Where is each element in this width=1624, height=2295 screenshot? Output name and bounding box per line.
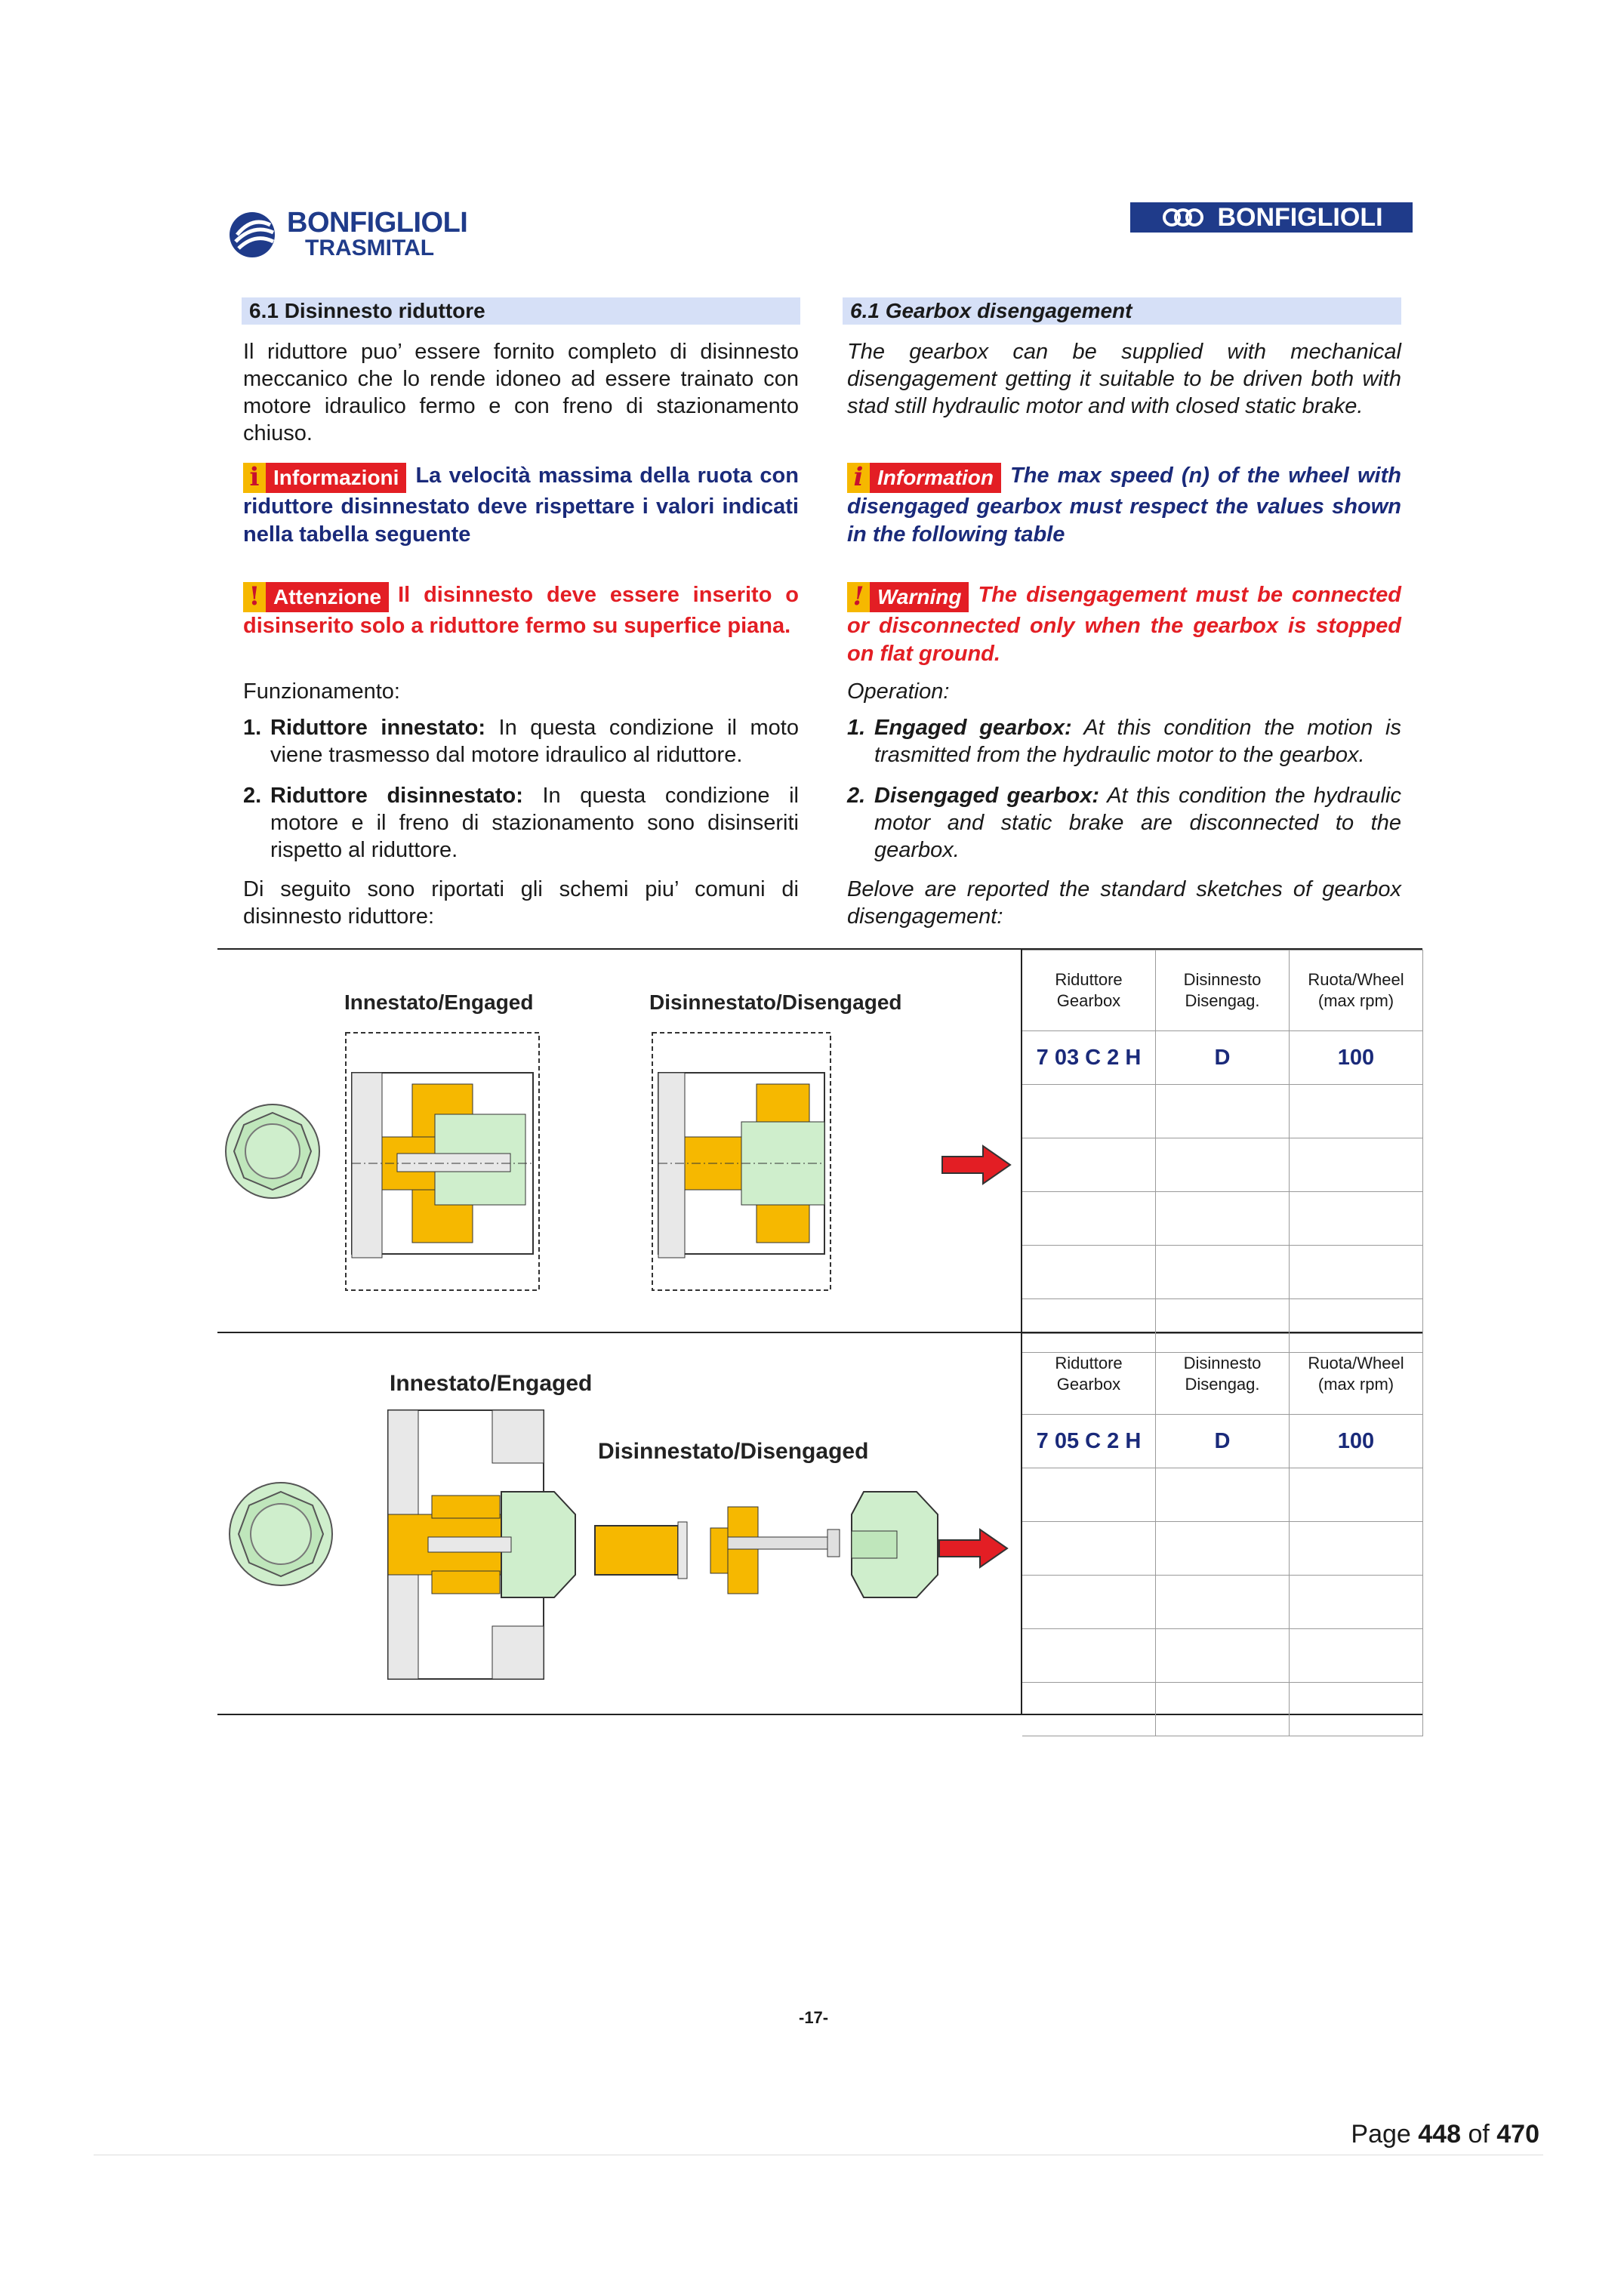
- english-closing: Belove are reported the standard sketches of gearbox disengagement:: [847, 877, 1401, 929]
- cell-gearbox: 7 05 C 2 H: [1022, 1415, 1156, 1468]
- logo-text-bonfiglioli: BONFIGLIOLI: [287, 207, 468, 239]
- table-header-row: [1022, 950, 1423, 1031]
- info-badge: i Information: [847, 463, 1001, 493]
- figure1-engaged-caption: Innestato/Engaged: [344, 990, 534, 1014]
- header-max-rpm: Ruota/Wheel (max rpm): [1290, 1334, 1423, 1415]
- cell-disengag: D: [1156, 1415, 1290, 1468]
- page-total: 470: [1496, 2120, 1539, 2149]
- section-heading-english: 6.1 Gearbox disengagement: [843, 297, 1401, 325]
- english-list-item-2: 2. Disengaged gearbox: At this condition the hydraulic motor and static brake are disconnected to the gearbox.: [847, 784, 1401, 862]
- italian-list-item-2: 2. Riduttore disinnestato: In questa condizione il motore e il freno di stazionamento sono disinseriti rispetto al riduttore.: [243, 784, 799, 862]
- cell-gearbox: 7 03 C 2 H: [1022, 1031, 1156, 1085]
- header-disengag: Disinnesto Disengag.: [1156, 950, 1290, 1031]
- english-info-note: [847, 462, 1401, 549]
- table-row-empty: [1022, 1683, 1423, 1736]
- bonfiglioli-rings-icon: [1160, 207, 1206, 228]
- info-badge: i Informazioni: [243, 463, 406, 493]
- italian-warning-note: [243, 581, 799, 640]
- italian-operation-label: Funzionamento:: [243, 679, 400, 704]
- table-row: [1022, 1415, 1423, 1468]
- bonfiglioli-trasmital-logo: [226, 204, 476, 264]
- page-indicator: Page 448 of 470: [1351, 2120, 1539, 2149]
- english-intro: The gearbox can be supplied with mechanical disengagement getting it suitable to be driven both with stad still hydraulic motor and with closed static brake.: [847, 340, 1401, 418]
- italian-warning-text: Il disinnesto deve essere inserito o disinserito solo a riduttore fermo su superfice piana.: [243, 583, 799, 638]
- figure1-engaged-section-drawing: [344, 1031, 541, 1292]
- info-icon: i: [847, 463, 870, 493]
- section-heading-italian: 6.1 Disinnesto riduttore: [242, 297, 800, 325]
- italian-closing: Di seguito sono riportati gli schemi piu’ comuni di disinnesto riduttore:: [243, 877, 799, 929]
- italian-intro: Il riduttore puo’ essere fornito completo di disinnesto meccanico che lo rende idoneo ad essere trainato con motore idraulico fermo e con freno di stazionamento chiuso.: [243, 340, 799, 445]
- figure1-spec-table: [1022, 950, 1423, 1353]
- cell-disengag: D: [1156, 1031, 1290, 1085]
- table-row-empty: [1022, 1576, 1423, 1629]
- cell-max-rpm: 100: [1290, 1031, 1423, 1085]
- english-info-text: The max speed (n) of the wheel with disengaged gearbox must respect the values shown in the following table: [847, 464, 1401, 547]
- table-row-empty: [1022, 1138, 1423, 1192]
- header-max-rpm: Ruota/Wheel (max rpm): [1290, 950, 1423, 1031]
- english-warning-text: The disengagement must be connected or disconnected only when the gearbox is stopped on flat ground.: [847, 583, 1401, 666]
- figure2-motor-cap-drawing: [849, 1477, 939, 1613]
- warning-icon: !: [847, 582, 870, 612]
- header-disengag: Disinnesto Disengag.: [1156, 1334, 1290, 1415]
- trasmital-emblem-icon: [226, 210, 281, 260]
- table-header-row: [1022, 1334, 1423, 1415]
- english-list-item-1: 1. Engaged gearbox: At this condition the motion is trasmitted from the hydraulic motor to the gearbox.: [847, 716, 1401, 767]
- figure2-spec-table: [1022, 1333, 1423, 1736]
- english-warning-note: [847, 581, 1401, 668]
- figure1-disengaged-caption: Disinnestato/Disengaged: [649, 990, 902, 1014]
- warning-badge: ! Warning: [847, 582, 969, 612]
- cell-max-rpm: 100: [1290, 1415, 1423, 1468]
- page-current: 448: [1418, 2120, 1461, 2149]
- italian-info-text: La velocità massima della ruota con riduttore disinnestato deve rispettare i valori indicati nella tabella seguente: [243, 464, 799, 547]
- info-icon: i: [243, 463, 266, 493]
- table-row-empty: [1022, 1629, 1423, 1683]
- table-row-empty: [1022, 1192, 1423, 1246]
- figure2-engaged-caption: Innestato/Engaged: [390, 1371, 593, 1396]
- table-row-empty: [1022, 1522, 1423, 1576]
- english-operation-label: Operation:: [847, 679, 950, 704]
- logo-text-trasmital: TRASMITAL: [305, 236, 435, 260]
- figure2-engaged-section-drawing: [387, 1409, 584, 1680]
- figure1-disengage-arrow-icon: [941, 1144, 1012, 1185]
- italian-info-note: [243, 462, 799, 549]
- header-gearbox: Riduttore Gearbox: [1022, 1334, 1156, 1415]
- table-row-empty: [1022, 1246, 1423, 1299]
- bonfiglioli-logo: [1130, 202, 1413, 233]
- figure1-end-view-drawing: [223, 1102, 322, 1200]
- figure2-disengaged-parts-drawing: [593, 1492, 843, 1613]
- header-gearbox: Riduttore Gearbox: [1022, 950, 1156, 1031]
- figure2-end-view-drawing: [226, 1480, 335, 1588]
- warning-icon: !: [243, 582, 266, 612]
- italian-list-item-1: 1. Riduttore innestato: In questa condizione il moto viene trasmesso dal motore idraulico al riduttore.: [243, 716, 799, 767]
- table-row: [1022, 1031, 1423, 1085]
- page-marker: -17-: [799, 2008, 829, 2027]
- table-row-empty: [1022, 1085, 1423, 1138]
- table-row-empty: [1022, 1468, 1423, 1522]
- figure1-disengaged-section-drawing: [651, 1031, 832, 1292]
- figure2-disengaged-caption: Disinnestato/Disengaged: [598, 1439, 869, 1464]
- warning-badge: ! Attenzione: [243, 582, 389, 612]
- figure2-disengage-arrow-icon: [938, 1528, 1009, 1569]
- logo-text: BONFIGLIOLI: [1217, 202, 1383, 232]
